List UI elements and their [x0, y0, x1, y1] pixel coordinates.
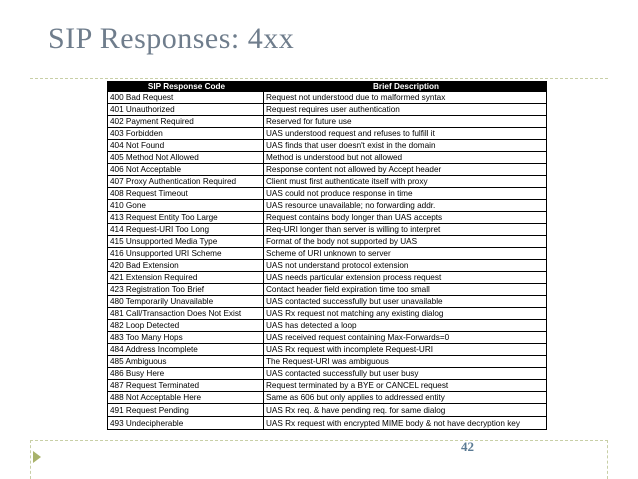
description-cell: UAS finds that user doesn't exist in the domain — [264, 140, 547, 152]
slide-title: SIP Responses: 4xx — [48, 22, 295, 55]
response-code-cell: 404 Not Found — [108, 140, 264, 152]
bottom-divider — [30, 440, 608, 441]
response-code-cell: 480 Temporarily Unavailable — [108, 296, 264, 308]
table-row — [108, 356, 547, 368]
table-row — [108, 236, 547, 248]
description-cell: UAS Rx req. & have pending req. for same dialog — [264, 404, 547, 417]
description-cell: The Request-URI was ambiguous — [264, 356, 547, 368]
table-row — [108, 380, 547, 392]
table-row — [108, 200, 547, 212]
description-cell: UAS Rx request with encrypted MIME body & not have decryption key — [264, 417, 547, 430]
response-code-cell: 414 Request-URI Too Long — [108, 224, 264, 236]
response-code-cell: 488 Not Acceptable Here — [108, 392, 264, 404]
table-row — [108, 284, 547, 296]
description-cell: UAS received request containing Max-Forwards=0 — [264, 332, 547, 344]
header-brief-description: Brief Description — [264, 82, 547, 92]
description-cell: UAS not understand protocol extension — [264, 260, 547, 272]
response-code-cell: 493 Undecipherable — [108, 417, 264, 430]
table-row — [108, 248, 547, 260]
description-cell: Request terminated by a BYE or CANCEL request — [264, 380, 547, 392]
description-cell: UAS contacted successfully but user busy — [264, 368, 547, 380]
top-divider — [30, 78, 608, 79]
description-cell: Same as 606 but only applies to addressed entity — [264, 392, 547, 404]
description-cell: UAS Rx request with incomplete Request-URI — [264, 344, 547, 356]
table-row — [108, 92, 547, 104]
table-row — [108, 116, 547, 128]
response-code-cell: 408 Request Timeout — [108, 188, 264, 200]
table-row — [108, 332, 547, 344]
response-code-cell: 415 Unsupported Media Type — [108, 236, 264, 248]
page-number: 42 — [461, 439, 474, 454]
table-row — [108, 152, 547, 164]
triangle-right-icon — [33, 451, 41, 463]
description-cell: UAS resource unavailable; no forwarding addr. — [264, 200, 547, 212]
table-row — [108, 296, 547, 308]
footer-left-divider — [30, 440, 31, 479]
response-code-cell: 401 Unauthorized — [108, 104, 264, 116]
description-cell: Client must first authenticate itself with proxy — [264, 176, 547, 188]
description-cell: Contact header field expiration time too small — [264, 284, 547, 296]
response-code-cell: 485 Ambiguous — [108, 356, 264, 368]
response-code-cell: 402 Payment Required — [108, 116, 264, 128]
response-code-cell: 481 Call/Transaction Does Not Exist — [108, 308, 264, 320]
table-row — [108, 417, 547, 430]
response-code-cell: 410 Gone — [108, 200, 264, 212]
response-code-cell: 400 Bad Request — [108, 92, 264, 104]
response-code-cell: 487 Request Terminated — [108, 380, 264, 392]
description-cell: UAS could not produce response in time — [264, 188, 547, 200]
header-response-code: SIP Response Code — [108, 82, 264, 92]
table-row — [108, 308, 547, 320]
description-cell: Response content not allowed by Accept header — [264, 164, 547, 176]
table-row — [108, 404, 547, 417]
response-code-cell: 405 Method Not Allowed — [108, 152, 264, 164]
response-code-cell: 416 Unsupported URI Scheme — [108, 248, 264, 260]
description-cell: UAS understood request and refuses to fulfill it — [264, 128, 547, 140]
description-cell: UAS needs particular extension process request — [264, 272, 547, 284]
table-row — [108, 188, 547, 200]
table-row — [108, 392, 547, 404]
description-cell: Request not understood due to malformed syntax — [264, 92, 547, 104]
table-row — [108, 176, 547, 188]
response-code-cell: 483 Too Many Hops — [108, 332, 264, 344]
table-row — [108, 104, 547, 116]
description-cell: UAS has detected a loop — [264, 320, 547, 332]
table-row — [108, 368, 547, 380]
footer-right-divider — [607, 440, 608, 479]
response-code-cell: 407 Proxy Authentication Required — [108, 176, 264, 188]
description-cell: Request contains body longer than UAS accepts — [264, 212, 547, 224]
table-row — [108, 224, 547, 236]
table-row — [108, 164, 547, 176]
table-row — [108, 140, 547, 152]
description-cell: UAS contacted successfully but user unavailable — [264, 296, 547, 308]
response-code-cell: 413 Request Entity Too Large — [108, 212, 264, 224]
table-row — [108, 344, 547, 356]
description-cell: Req-URI longer than server is willing to interpret — [264, 224, 547, 236]
description-cell: Reserved for future use — [264, 116, 547, 128]
table-row — [108, 320, 547, 332]
table-row — [108, 212, 547, 224]
description-cell: Method is understood but not allowed — [264, 152, 547, 164]
response-code-cell: 482 Loop Detected — [108, 320, 264, 332]
table-row — [108, 272, 547, 284]
response-code-cell: 486 Busy Here — [108, 368, 264, 380]
table-header-row — [108, 82, 547, 92]
response-code-cell: 403 Forbidden — [108, 128, 264, 140]
response-code-cell: 484 Address Incomplete — [108, 344, 264, 356]
description-cell: Format of the body not supported by UAS — [264, 236, 547, 248]
response-code-cell: 423 Registration Too Brief — [108, 284, 264, 296]
description-cell: Request requires user authentication — [264, 104, 547, 116]
sip-responses-table — [107, 81, 547, 430]
description-cell: UAS Rx request not matching any existing dialog — [264, 308, 547, 320]
response-code-cell: 420 Bad Extension — [108, 260, 264, 272]
table-row — [108, 128, 547, 140]
response-code-cell: 491 Request Pending — [108, 404, 264, 417]
response-code-cell: 421 Extension Required — [108, 272, 264, 284]
response-code-cell: 406 Not Acceptable — [108, 164, 264, 176]
table-row — [108, 260, 547, 272]
description-cell: Scheme of URI unknown to server — [264, 248, 547, 260]
